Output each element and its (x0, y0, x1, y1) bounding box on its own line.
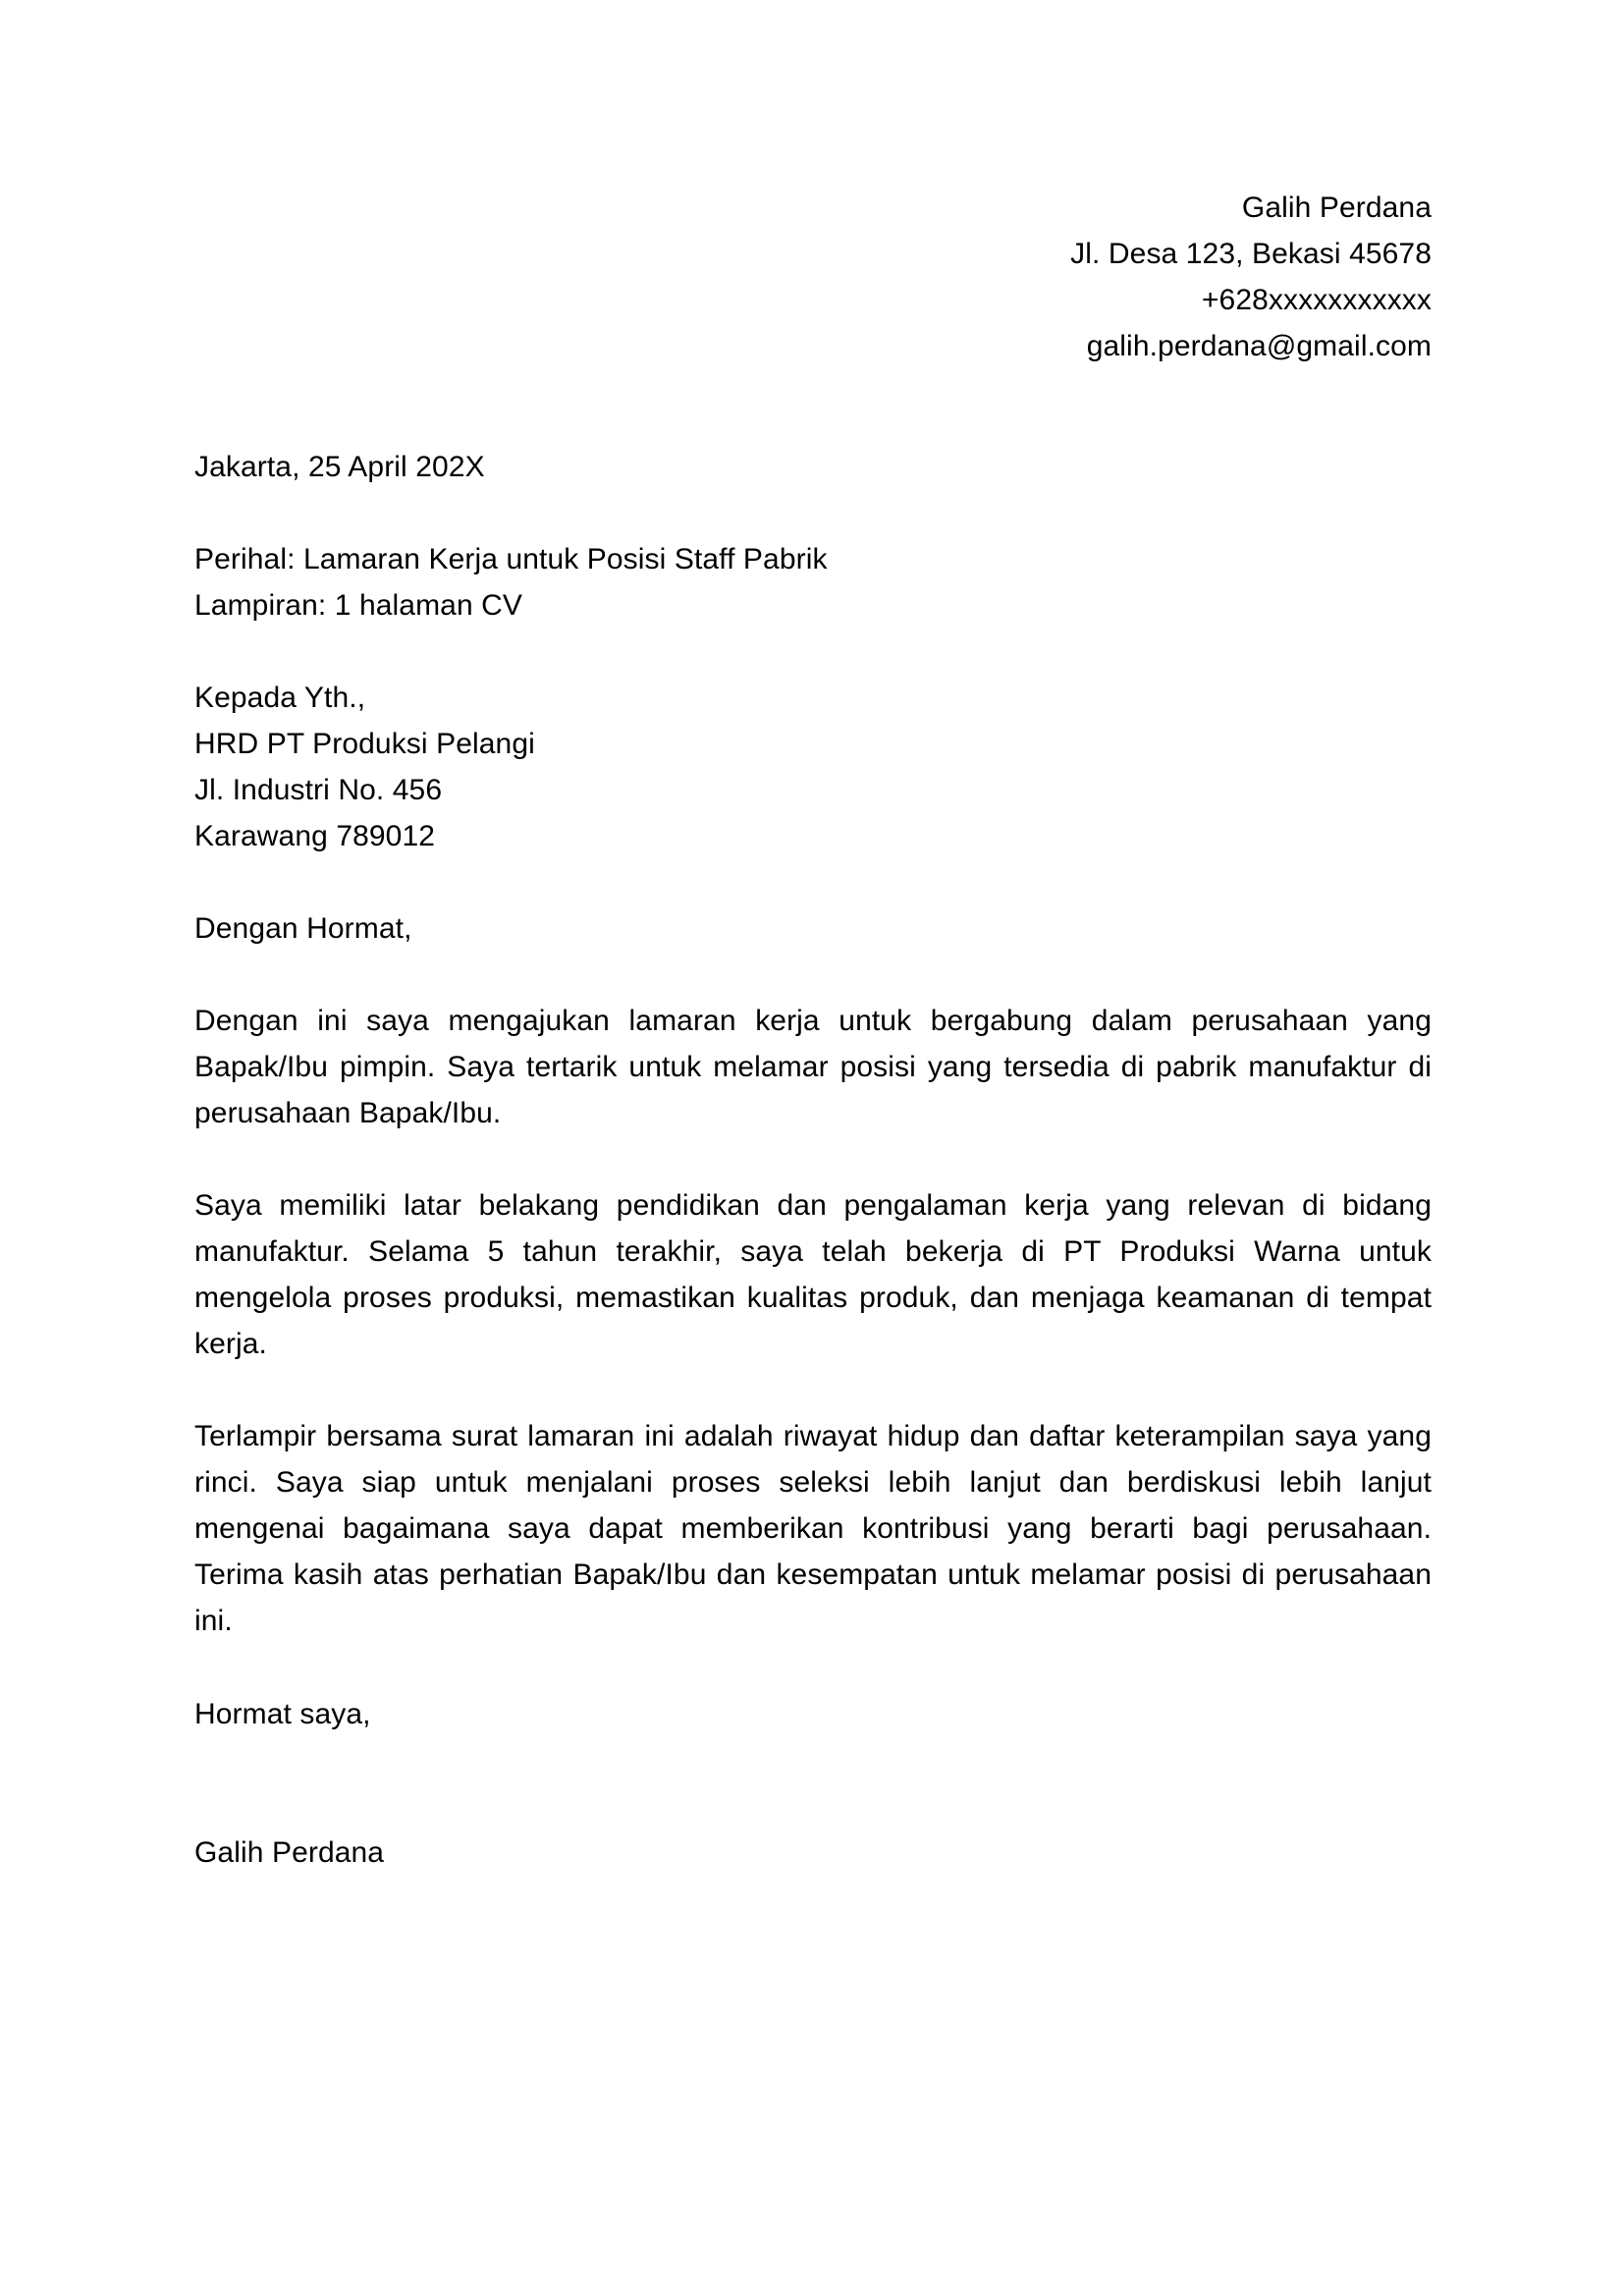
closing-valediction: Hormat saya, (194, 1698, 371, 1730)
subject-perihal: Perihal: Lamaran Kerja untuk Posisi Staff Pabrik (194, 543, 828, 575)
subject-block (194, 536, 1432, 629)
signature-name: Galih Perdana (194, 1836, 385, 1869)
body-paragraphs (194, 998, 1432, 1644)
recipient-street: Jl. Industri No. 456 (194, 774, 443, 806)
recipient-salutation: Kepada Yth., (194, 682, 366, 714)
greeting-line: Dengan Hormat, (194, 912, 412, 945)
sender-address: Jl. Desa 123, Bekasi 45678 (1070, 238, 1432, 270)
letter-content (194, 0, 1432, 1876)
body-paragraph-1: Dengan ini saya mengajukan lamaran kerja untuk bergabung dalam perusahaan yang Bapak/Ibu pimpin. Saya tertarik untuk melamar posisi yang tersedia di pabrik manufaktur di perusahaan Bapak/Ibu. (194, 1005, 1432, 1129)
date-line: Jakarta, 25 April 202X (194, 451, 485, 483)
body-paragraph-3: Terlampir bersama surat lamaran ini adalah riwayat hidup dan daftar keterampilan saya yang rinci. Saya siap untuk menjalani proses seleksi lebih lanjut dan berdiskusi lebih lanjut mengenai bagaimana saya dapat memberikan kontribusi yang berarti bagi perusahaan. Terima kasih atas perhatian Bapak/Ibu dan kesempatan untuk melamar posisi di perusahaan ini. (194, 1420, 1432, 1637)
sender-header-block (194, 185, 1432, 369)
sender-phone: +628xxxxxxxxxxx (1201, 284, 1432, 316)
body-paragraph-2: Saya memiliki latar belakang pendidikan dan pengalaman kerja yang relevan di bidang manufaktur. Selama 5 tahun terakhir, saya telah bekerja di PT Produksi Warna untuk mengelola proses produksi, memastikan kualitas produk, dan menjaga keamanan di tempat kerja. (194, 1189, 1432, 1360)
subject-lampiran: Lampiran: 1 halaman CV (194, 589, 523, 622)
sender-email: galih.perdana@gmail.com (1086, 330, 1432, 362)
recipient-department-company: HRD PT Produksi Pelangi (194, 728, 535, 760)
sender-name: Galih Perdana (1241, 191, 1432, 224)
recipient-city-postal: Karawang 789012 (194, 820, 436, 852)
recipient-block (194, 675, 1432, 859)
